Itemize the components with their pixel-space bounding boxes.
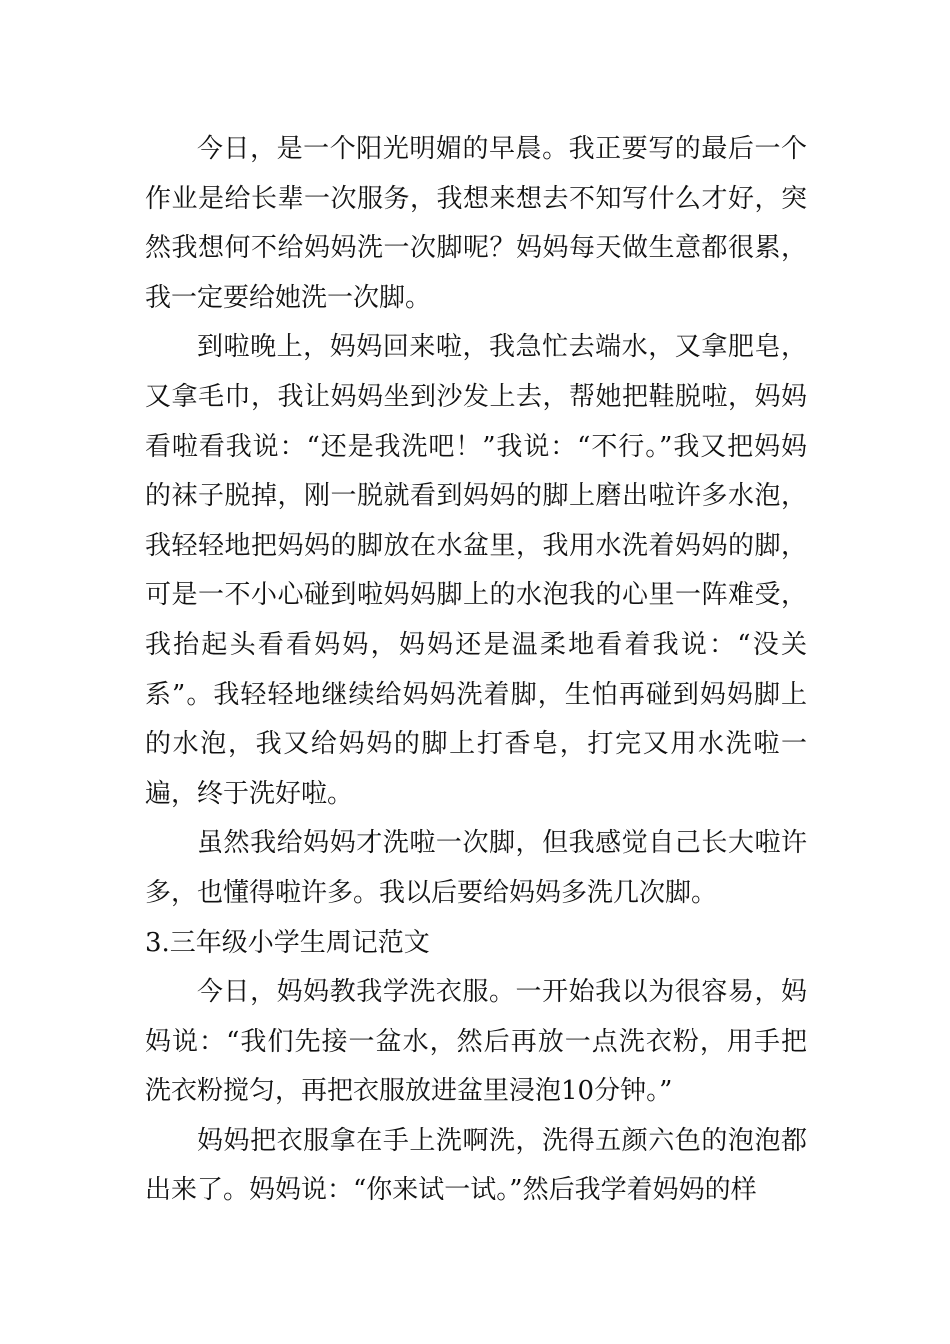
paragraph-4: 今日，妈妈教我学洗衣服。一开始我以为很容易，妈妈说：“我们先接一盆水，然后再放一点洗衣粉，用手把洗衣粉搅匀，再把衣服放进盆里浸泡10分钟。” — [145, 977, 807, 1107]
paragraph-1: 今日，是一个阳光明媚的早晨。我正要写的最后一个作业是给长辈一次服务，我想来想去不知写什么才好，突然我想何不给妈妈洗一次脚呢？妈妈每天做生意都很累，我一定要给她洗一次脚。 — [145, 134, 807, 313]
paragraph-5: 妈妈把衣服拿在手上洗啊洗，洗得五颜六色的泡泡都出来了。妈妈说：“你来试一试。”然后我学着妈妈的样 — [145, 1125, 807, 1206]
document-body — [145, 125, 807, 1216]
section-heading: 3.三年级小学生周记范文 — [145, 927, 430, 958]
paragraph-3: 虽然我给妈妈才洗啦一次脚，但我感觉自己长大啦许多，也懂得啦许多。我以后要给妈妈多洗几次脚。 — [145, 828, 807, 908]
paragraph-2: 到啦晚上，妈妈回来啦，我急忙去端水，又拿肥皂，又拿毛巾，我让妈妈坐到沙发上去，帮她把鞋脱啦，妈妈看啦看我说：“还是我洗吧！”我说：“不行。”我又把妈妈的袜子脱掉，刚一脱就看到妈妈的脚上磨出啦许多水泡，我轻轻地把妈妈的脚放在水盆里，我用水洗着妈妈的脚，可是一不小心碰到啦妈妈脚上的水泡我的心里一阵难受，我抬起头看看妈妈，妈妈还是温柔地看着我说：“没关系”。我轻轻地继续给妈妈洗着脚，生怕再碰到妈妈脚上的水泡，我又给妈妈的脚上打香皂，打完又用水洗啦一遍，终于洗好啦。 — [145, 332, 807, 809]
